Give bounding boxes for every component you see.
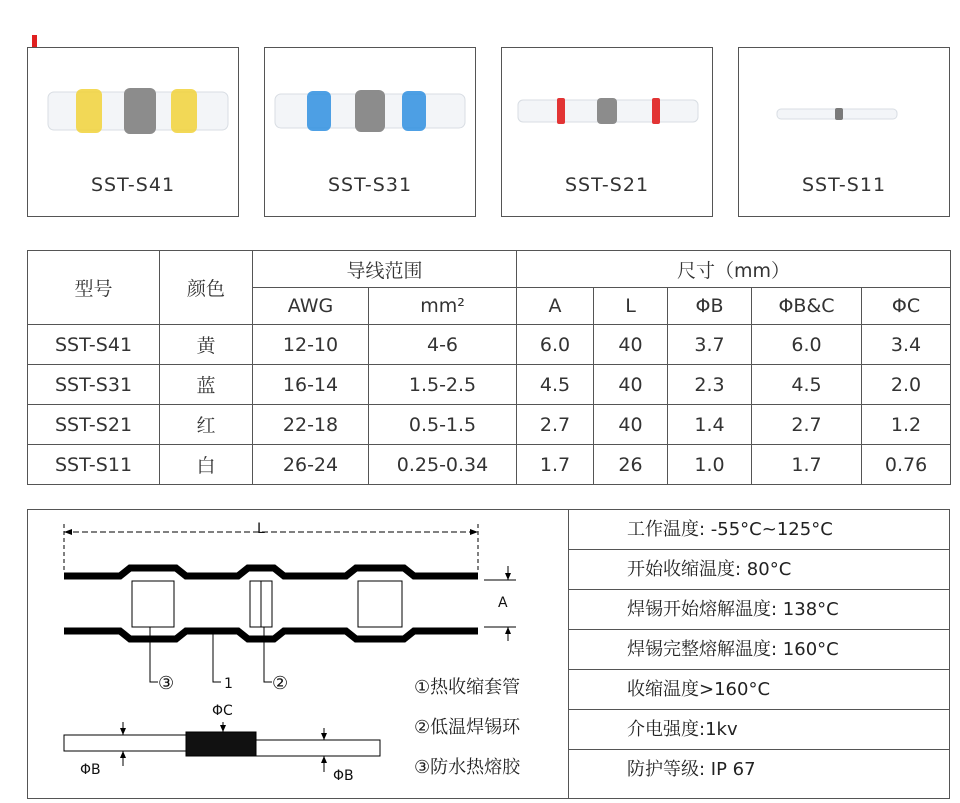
- cell-phib: 1.0: [668, 445, 752, 485]
- dimension-a-label: A: [498, 595, 508, 611]
- cell-mm2: 1.5-2.5: [369, 365, 517, 405]
- technical-diagram-panel: [27, 509, 950, 799]
- table-row: [28, 445, 951, 485]
- product-label: SST-S11: [801, 174, 887, 196]
- product-card-s11: [738, 47, 950, 217]
- product-label: SST-S21: [564, 174, 650, 196]
- cell-mm2: 0.25-0.34: [369, 445, 517, 485]
- cell-phib: 3.7: [668, 325, 752, 365]
- header-mm2: mm²: [369, 288, 517, 325]
- header-color: 颜色: [160, 251, 253, 325]
- solder-ring: [76, 89, 102, 133]
- cell-phic: 0.76: [862, 445, 951, 485]
- property-dielectric-strength: 介电强度:1kv: [569, 710, 950, 750]
- cell-model: SST-S41: [28, 325, 160, 365]
- cell-color: 黄: [160, 325, 253, 365]
- cell-model: SST-S21: [28, 405, 160, 445]
- cell-phibc: 4.5: [752, 365, 862, 405]
- spec-table: [27, 250, 951, 485]
- product-label: SST-S31: [327, 174, 413, 196]
- connector-image: [739, 48, 949, 168]
- property-shrink-temperature: 收缩温度>160°C: [569, 670, 950, 710]
- properties-list: [568, 510, 950, 798]
- cell-phibc: 6.0: [752, 325, 862, 365]
- cell-a: 2.7: [517, 405, 594, 445]
- header-phic: ΦC: [862, 288, 951, 325]
- cell-awg: 12-10: [253, 325, 369, 365]
- cell-a: 6.0: [517, 325, 594, 365]
- cell-l: 26: [594, 445, 668, 485]
- property-solder-melt-start: 焊锡开始熔解温度: 138°C: [569, 590, 950, 630]
- header-dimensions: 尺寸（mm）: [517, 251, 951, 288]
- cell-awg: 22-18: [253, 405, 369, 445]
- header-wire-range: 导线范围: [253, 251, 517, 288]
- dimension-phib-right-label: ΦB: [333, 768, 354, 784]
- cell-phib: 2.3: [668, 365, 752, 405]
- cell-awg: 26-24: [253, 445, 369, 485]
- dimension-l-label: L: [257, 521, 265, 537]
- cell-phic: 2.0: [862, 365, 951, 405]
- cell-color: 红: [160, 405, 253, 445]
- cell-model: SST-S11: [28, 445, 160, 485]
- legend-item: ①热收缩套管: [414, 677, 521, 698]
- cell-phib: 1.4: [668, 405, 752, 445]
- property-operating-temperature: 工作温度: -55°C~125°C: [569, 510, 950, 550]
- header-l: L: [594, 288, 668, 325]
- callout-2: ②: [272, 673, 289, 694]
- property-shrink-start-temperature: 开始收缩温度: 80°C: [569, 550, 950, 590]
- callout-3: ③: [158, 673, 175, 694]
- dimension-phic-label: ΦC: [212, 703, 233, 719]
- header-a: A: [517, 288, 594, 325]
- table-row: [28, 405, 951, 445]
- connector-image: [28, 48, 238, 168]
- product-label: SST-S41: [90, 174, 176, 196]
- property-protection-rating: 防护等级: IP 67: [627, 759, 756, 780]
- cell-color: 白: [160, 445, 253, 485]
- callout-1: 1: [224, 676, 233, 692]
- table-row: [28, 365, 951, 405]
- cell-awg: 16-14: [253, 365, 369, 405]
- diagram-area: [28, 510, 568, 798]
- legend-item: ②低温焊锡环: [414, 717, 521, 738]
- header-awg: AWG: [253, 288, 369, 325]
- cell-mm2: 4-6: [369, 325, 517, 365]
- cell-mm2: 0.5-1.5: [369, 405, 517, 445]
- header-phib: ΦB: [668, 288, 752, 325]
- cell-color: 蓝: [160, 365, 253, 405]
- cell-model: SST-S31: [28, 365, 160, 405]
- cell-phic: 3.4: [862, 325, 951, 365]
- metal-core: [124, 88, 156, 134]
- connector-image: [265, 48, 475, 168]
- solder-ring: [171, 89, 197, 133]
- dimension-phib-left-label: ΦB: [80, 762, 101, 778]
- cell-phic: 1.2: [862, 405, 951, 445]
- header-model: 型号: [28, 251, 160, 325]
- cell-l: 40: [594, 365, 668, 405]
- table-row: [28, 325, 951, 365]
- product-card-s21: [501, 47, 713, 217]
- property-solder-melt-full: 焊锡完整熔解温度: 160°C: [569, 630, 950, 670]
- product-card-s41: [27, 47, 239, 217]
- cell-a: 1.7: [517, 445, 594, 485]
- cell-phibc: 2.7: [752, 405, 862, 445]
- product-card-s31: [264, 47, 476, 217]
- cell-a: 4.5: [517, 365, 594, 405]
- cell-l: 40: [594, 325, 668, 365]
- cell-phibc: 1.7: [752, 445, 862, 485]
- cell-l: 40: [594, 405, 668, 445]
- legend-item: ③防水热熔胶: [414, 757, 521, 778]
- connector-image: [502, 48, 712, 168]
- header-phibc: ΦB&C: [752, 288, 862, 325]
